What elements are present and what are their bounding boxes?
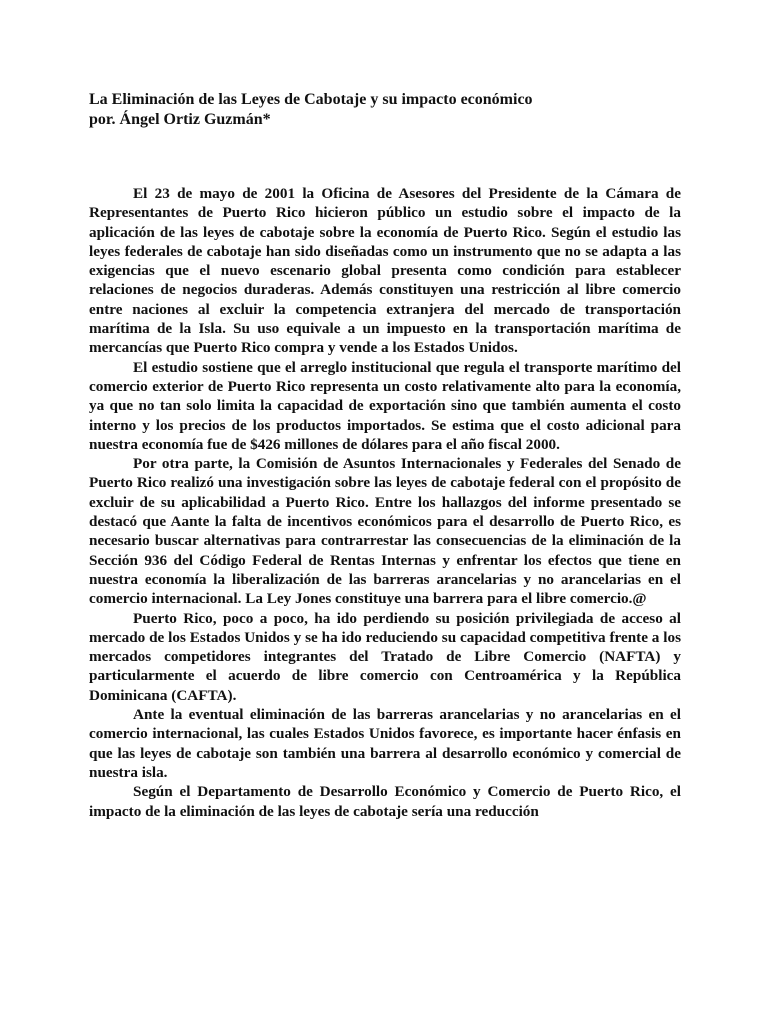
paragraph-4: Puerto Rico, poco a poco, ha ido perdiendo su posición privilegiada de acceso al mercado de los Estados Unidos y se ha ido reduciendo su capacidad competitiva frente a los mercados competidores integrantes del Tratado de Libre Comercio (NAFTA) y particularmente el acuerdo de libre comercio con Centroamérica y la República Dominicana (CAFTA). xyxy=(89,609,681,704)
document-page xyxy=(89,90,681,821)
paragraph-5: Ante la eventual eliminación de las barreras arancelarias y no arancelarias en el comercio internacional, las cuales Estados Unidos favorece, es importante hacer énfasis en que las leyes de cabotaje son también una barrera al desarrollo económico y comercial de nuestra isla. xyxy=(89,706,681,781)
paragraph-1: El 23 de mayo de 2001 la Oficina de Asesores del Presidente de la Cámara de Representantes de Puerto Rico hicieron público un estudio sobre el impacto de la aplicación de las leyes de cabotaje sobre la economía de Puerto Rico. Según el estudio las leyes federales de cabotaje han sido diseñadas como un instrumento que no se adapta a las exigencias que el nuevo escenario global presenta como condición para establecer relaciones de negocios duraderas. Además constituyen una restricción al libre comercio entre naciones al excluir la competencia extranjera del mercado de transportación marítima de la Isla. Su uso equivale a un impuesto en la transportación marítima de mercancías que Puerto Rico compra y vende a los Estados Unidos. xyxy=(89,185,681,357)
document-title: La Eliminación de las Leyes de Cabotaje y su impacto económico xyxy=(89,91,533,108)
paragraph-2: El estudio sostiene que el arreglo institucional que regula el transporte marítimo del comercio exterior de Puerto Rico representa un costo relativamente alto para la economía, ya que no tan solo limita la capacidad de exportación sino que también aumenta el costo interno y los precios de los productos importados. Se estima que el costo adicional para nuestra economía fue de $426 millones de dólares para el año fiscal 2000. xyxy=(89,358,681,453)
author-byline: por. Ángel Ortiz Guzmán* xyxy=(89,111,271,128)
paragraph-3: Por otra parte, la Comisión de Asuntos Internacionales y Federales del Senado de Puerto Rico realizó una investigación sobre las leyes de cabotaje federal con el propósito de excluir de su aplicabilidad a Puerto Rico. Entre los hallazgos del informe presentado se destacó que Aante la falta de incentivos económicos para el desarrollo de Puerto Rico, es necesario buscar alternativas para contrarrestar las consecuencias de la eliminación de la Sección 936 del Código Federal de Rentas Internas y enfrentar los efectos que tiene en nuestra economía la liberalización de las barreras arancelarias y no arancelarias en el comercio internacional. La Ley Jones constituye una barrera para el libre comercio.@ xyxy=(89,455,681,608)
paragraph-6: Según el Departamento de Desarrollo Económico y Comercio de Puerto Rico, el impacto de la eliminación de las leyes de cabotaje sería una reducción xyxy=(89,783,681,820)
